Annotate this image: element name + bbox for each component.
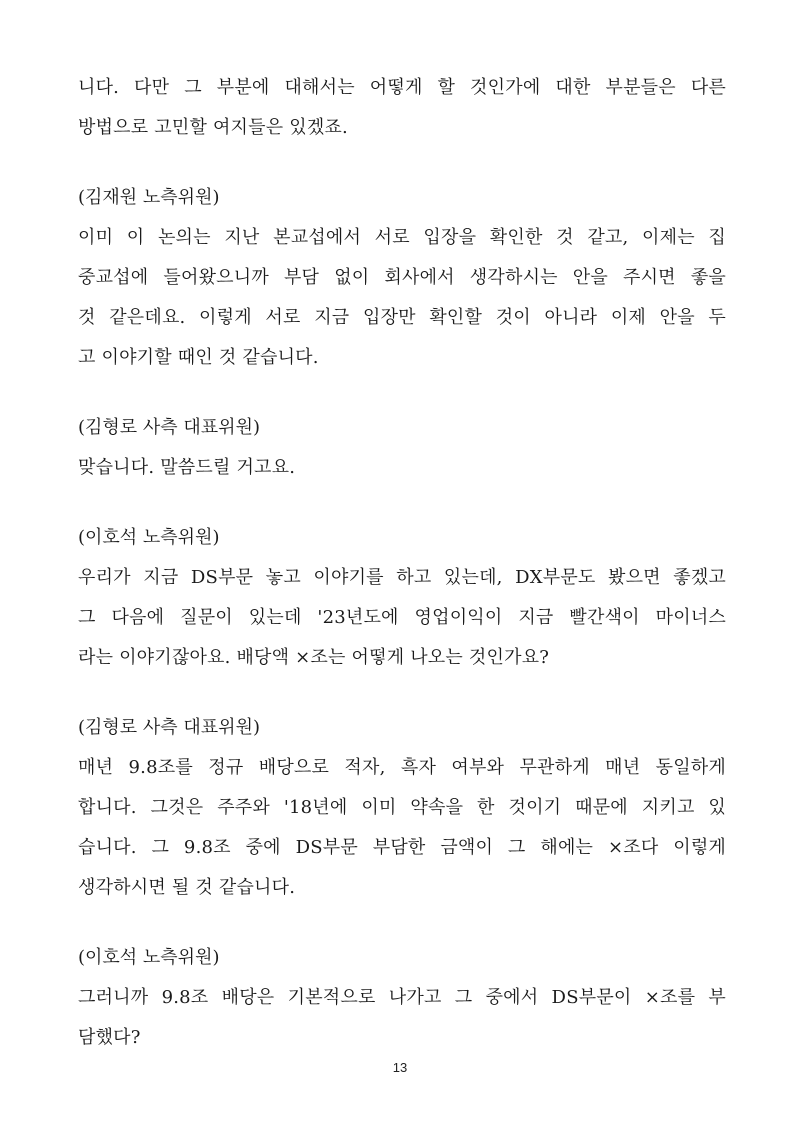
speech-block <box>78 408 726 488</box>
page-number: 13 <box>392 1060 408 1075</box>
speech-block <box>78 938 726 1058</box>
text-line: 방법으로 고민할 여지들은 있겠죠. <box>78 117 348 138</box>
paragraph-gap <box>78 908 726 938</box>
text-line: 습니다. 그 9.8조 중에 DS부문 부담한 금액이 그 해에는 ×조다 이렇게 <box>78 837 726 858</box>
text-line: 니다. 다만 그 부분에 대해서는 어떻게 할 것인가에 대한 부분들은 다른 <box>78 77 726 98</box>
text-line: 담했다? <box>78 1027 141 1048</box>
speaker-label: (이호석 노측위원) <box>78 947 220 968</box>
paragraph-gap <box>78 678 726 708</box>
paragraph-gap <box>78 488 726 518</box>
speaker-label: (김재원 노측위원) <box>78 187 220 208</box>
text-line: 고 이야기할 때인 것 같습니다. <box>78 347 319 368</box>
paragraph-gap <box>78 148 726 178</box>
text-line: 그러니까 9.8조 배당은 기본적으로 나가고 그 중에서 DS부문이 ×조를 부 <box>78 987 726 1008</box>
paragraph-gap <box>78 378 726 408</box>
speaker-label: (김형로 사측 대표위원) <box>78 417 260 438</box>
speech-block <box>78 708 726 908</box>
text-line: 생각하시면 될 것 같습니다. <box>78 877 296 898</box>
text-line: 라는 이야기잖아요. 배당액 ×조는 어떻게 나오는 것인가요? <box>78 647 550 668</box>
speaker-label: (김형로 사측 대표위원) <box>78 717 260 738</box>
speech-block <box>78 178 726 378</box>
text-line: 중교섭에 들어왔으니까 부담 없이 회사에서 생각하시는 안을 주시면 좋을 <box>78 267 726 288</box>
text-line: 이미 이 논의는 지난 본교섭에서 서로 입장을 확인한 것 같고, 이제는 집 <box>78 227 726 248</box>
text-line: 그 다음에 질문이 있는데 '23년도에 영업이익이 지금 빨간색이 마이너스 <box>78 607 726 628</box>
text-line: 것 같은데요. 이렇게 서로 지금 입장만 확인할 것이 아니라 이제 안을 두 <box>78 307 726 328</box>
speaker-label: (이호석 노측위원) <box>78 527 220 548</box>
transcript-body <box>78 68 726 1058</box>
speech-block <box>78 68 726 148</box>
text-line: 합니다. 그것은 주주와 '18년에 이미 약속을 한 것이기 때문에 지키고 있 <box>78 797 726 818</box>
text-line: 매년 9.8조를 정규 배당으로 적자, 흑자 여부와 무관하게 매년 동일하게 <box>78 757 726 778</box>
speech-block <box>78 518 726 678</box>
text-line: 우리가 지금 DS부문 놓고 이야기를 하고 있는데, DX부문도 봤으면 좋겠고 <box>78 567 726 588</box>
text-line: 맞습니다. 말씀드릴 거고요. <box>78 457 296 478</box>
